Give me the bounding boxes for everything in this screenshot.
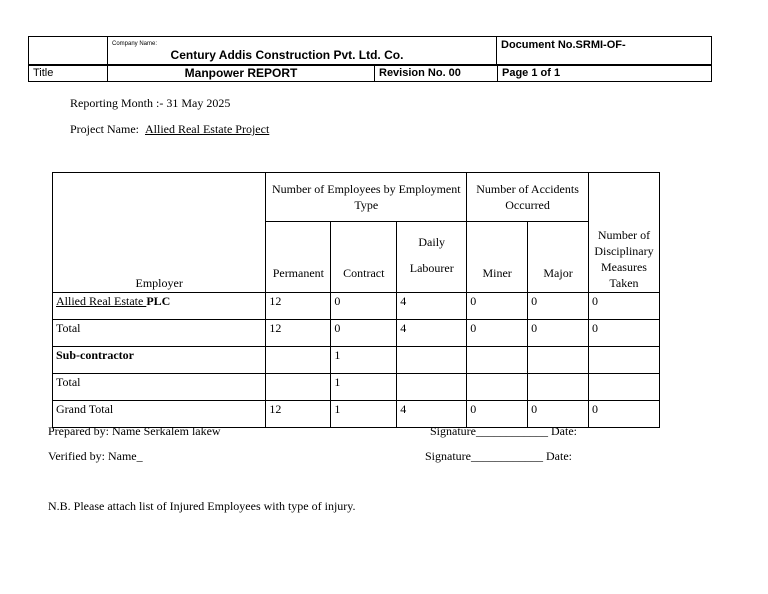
col-labourer: Labourer [409, 261, 454, 275]
project-line [70, 122, 269, 137]
col-contract: Contract [331, 222, 397, 293]
signature-verified: Signature____________ Date: [425, 449, 572, 463]
employer-cell: Total [53, 374, 266, 401]
daily-cell [397, 347, 467, 374]
major-cell [528, 374, 589, 401]
permanent-cell: 12 [266, 401, 331, 428]
col-miner: Miner [467, 222, 528, 293]
table-row [53, 293, 660, 320]
project-label: Project Name: [70, 122, 139, 136]
col-daily-labourer [397, 222, 467, 293]
col-daily: Daily [418, 235, 446, 249]
employer-cell: Allied Real Estate PLC [53, 293, 266, 320]
title-label: Title [29, 65, 108, 82]
manpower-table [52, 172, 660, 428]
major-cell: 0 [528, 320, 589, 347]
major-cell: 0 [528, 401, 589, 428]
miner-cell: 0 [467, 293, 528, 320]
major-cell: 0 [528, 293, 589, 320]
permanent-cell: 12 [266, 293, 331, 320]
miner-cell: 0 [467, 320, 528, 347]
permanent-cell [266, 347, 331, 374]
daily-cell: 4 [397, 320, 467, 347]
signature-prepared: Signature____________ Date: [430, 424, 577, 438]
permanent-cell: 12 [266, 320, 331, 347]
employer-cell: Sub-contractor [53, 347, 266, 374]
contract-cell: 0 [331, 293, 397, 320]
project-name: Allied Real Estate Project [144, 122, 270, 136]
col-major: Major [528, 222, 589, 293]
disciplinary-cell: 0 [588, 401, 659, 428]
page-number: Page 1 of 1 [498, 65, 712, 82]
table-row [53, 347, 660, 374]
contract-cell: 1 [331, 347, 397, 374]
employer-header: Employer [53, 173, 266, 293]
disciplinary-cell: 0 [588, 320, 659, 347]
table-row [53, 320, 660, 347]
disciplinary-cell [588, 374, 659, 401]
verified-by: Verified by: Name_ [48, 449, 143, 463]
major-cell [528, 347, 589, 374]
daily-cell [397, 374, 467, 401]
employer-cell: Grand Total [53, 401, 266, 428]
col-permanent: Permanent [266, 222, 331, 293]
disciplinary-cell: 0 [588, 293, 659, 320]
daily-cell: 4 [397, 401, 467, 428]
document-number: Document No.SRMI-OF- [497, 37, 712, 66]
prepared-by: Prepared by: Name Serkalem lakew [48, 424, 221, 438]
document-header-row2 [28, 64, 712, 82]
miner-cell: 0 [467, 401, 528, 428]
contract-cell: 1 [331, 401, 397, 428]
permanent-cell [266, 374, 331, 401]
miner-cell [467, 347, 528, 374]
disciplinary-header: Number of Disciplinary Measures Taken [588, 173, 659, 293]
reporting-month: Reporting Month :- 31 May 2025 [70, 96, 231, 110]
company-caption: Company Name: [112, 41, 158, 47]
header-blank-cell [29, 37, 108, 66]
daily-cell: 4 [397, 293, 467, 320]
contract-cell: 1 [331, 374, 397, 401]
report-title: Manpower REPORT [108, 65, 375, 82]
company-cell [108, 37, 497, 66]
disciplinary-cell [588, 347, 659, 374]
accidents-group-header: Number of Accidents Occurred [467, 173, 589, 222]
company-name: Century Addis Construction Pvt. Ltd. Co. [170, 48, 404, 62]
document-header [28, 36, 712, 66]
table-row [53, 374, 660, 401]
note: N.B. Please attach list of Injured Employees with type of injury. [48, 499, 356, 513]
miner-cell [467, 374, 528, 401]
revision-number: Revision No. 00 [375, 65, 498, 82]
employer-cell: Total [53, 320, 266, 347]
contract-cell: 0 [331, 320, 397, 347]
employees-group-header: Number of Employees by Employment Type [266, 173, 467, 222]
